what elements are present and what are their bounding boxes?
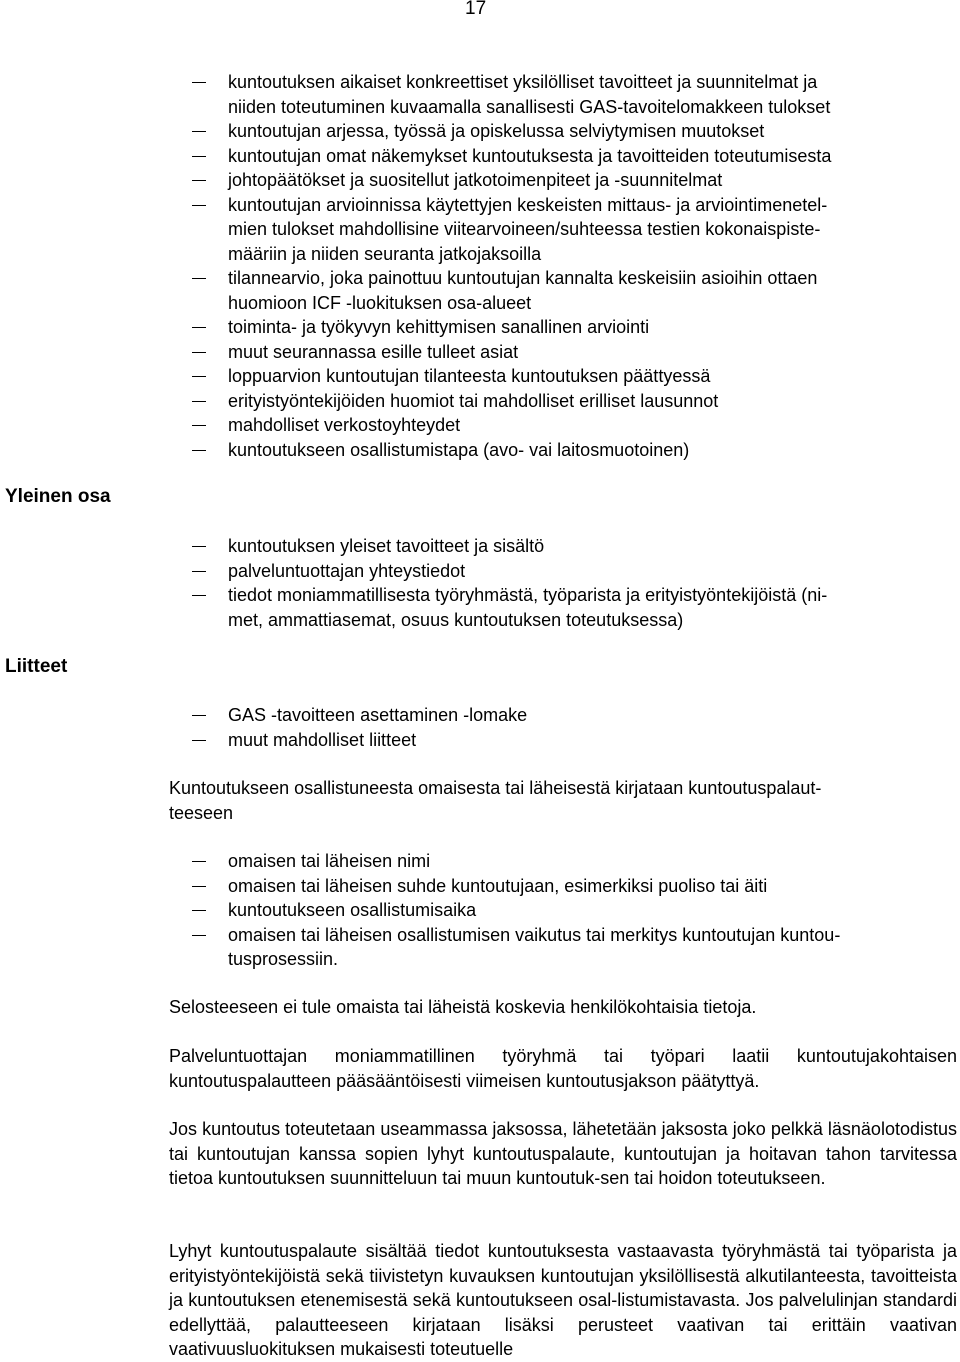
dash-bullet-icon bbox=[192, 910, 206, 911]
dash-bullet-icon bbox=[192, 886, 206, 887]
dash-bullet-icon bbox=[192, 740, 206, 741]
list-item-line: kuntoutukseen osallistumisaika bbox=[228, 900, 477, 920]
list-item bbox=[192, 583, 960, 632]
liitteet-list bbox=[192, 703, 960, 752]
list-item-line: muut mahdolliset liitteet bbox=[228, 729, 417, 750]
list-item bbox=[192, 364, 960, 389]
dash-bullet-icon bbox=[192, 715, 206, 716]
dash-bullet-icon bbox=[192, 352, 206, 353]
list-item-line: kuntoutujan arvioinnissa käytettyjen keskeisten mittaus- ja arviointimenetel- bbox=[228, 194, 828, 215]
list-item bbox=[192, 266, 960, 315]
yleinen-osa-list bbox=[192, 534, 960, 632]
list-item-line: omaisen tai läheisen nimi bbox=[228, 851, 431, 871]
list-item-line: GAS -tavoitteen asettaminen -lomake bbox=[228, 705, 528, 725]
list-item bbox=[192, 438, 960, 463]
list-item bbox=[192, 898, 960, 923]
list-item-line: kuntoutujan omat näkemykset kuntoutuksesta ja tavoitteiden toteutumisesta bbox=[228, 145, 832, 166]
dash-bullet-icon bbox=[192, 82, 206, 83]
list-item-line: huomioon ICF -luokituksen osa-alueet bbox=[228, 292, 532, 313]
dash-bullet-icon bbox=[192, 401, 206, 402]
list-item bbox=[192, 849, 960, 874]
list-item-line: tiedot moniammatillisesta työryhmästä, työparista ja erityistyöntekijöistä (ni- bbox=[228, 585, 828, 605]
list-item bbox=[192, 119, 960, 144]
list-item bbox=[192, 559, 960, 584]
list-item-line: met, ammattiasemat, osuus kuntoutuksen toteutuksessa) bbox=[228, 609, 684, 630]
list-item bbox=[192, 874, 960, 899]
dash-bullet-icon bbox=[192, 425, 206, 426]
list-item-line: mien tulokset mahdollisine viitearvoineen/suhteessa testien kokonaispiste- bbox=[228, 219, 821, 239]
list-item-line: tilannearvio, joka painottuu kuntoutujan kannalta keskeisiin asioihin ottaen bbox=[228, 268, 818, 288]
paragraph-2: Palveluntuottajan moniammatillinen työryhmä tai työpari laatii kuntoutujakohtaisen kuntoutuspalautteen pääsääntöisesti viimeisen kuntoutusjakson päätyttyä. bbox=[169, 1046, 957, 1091]
section-heading-liitteet: Liitteet bbox=[5, 656, 68, 677]
list-item-line: erityistyöntekijöiden huomiot tai mahdolliset erilliset lausunnot bbox=[228, 390, 719, 411]
paragraph-1: Selosteeseen ei tule omaista tai läheistä koskevia henkilökohtaisia tietoja. bbox=[169, 997, 757, 1017]
list-item-line: palveluntuottajan yhteystiedot bbox=[228, 560, 466, 581]
list-item-line: kuntoutukseen osallistumistapa (avo- vai laitosmuotoinen) bbox=[228, 439, 690, 460]
dash-bullet-icon bbox=[192, 935, 206, 936]
dash-bullet-icon bbox=[192, 278, 206, 279]
omainen-list bbox=[192, 849, 960, 972]
paragraph-3: Jos kuntoutus toteutetaan useammassa jaksossa, lähetetään jaksosta joko pelkkä läsnäolotodistus tai kuntoutujan kanssa sopien lyhyt kuntoutuspalaute, kuntoutujan ja hoitavan tahon tarvitessa tietoa kuntoutuksen suunnitteluun tai muun kuntoutuk-sen tai hoidon toteutukseen. bbox=[169, 1119, 957, 1188]
list-item-line: johtopäätökset ja suositellut jatkotoimenpiteet ja -suunnitelmat bbox=[228, 170, 723, 190]
list-item bbox=[192, 168, 960, 193]
dash-bullet-icon bbox=[192, 595, 206, 596]
list-item-line: loppuarvion kuntoutujan tilanteesta kuntoutuksen päättyessä bbox=[228, 366, 711, 386]
list-item bbox=[192, 315, 960, 340]
list-item-line: kuntoutujan arjessa, työssä ja opiskelussa selviytymisen muutokset bbox=[228, 121, 765, 141]
list-item-line: määriin ja niiden seuranta jatkojaksoilla bbox=[228, 243, 542, 264]
dash-bullet-icon bbox=[192, 546, 206, 547]
list-item bbox=[192, 728, 960, 753]
list-item bbox=[192, 70, 960, 119]
omainen-intro: Kuntoutukseen osallistuneesta omaisesta tai läheisestä kirjataan kuntoutuspalaut- teeseen bbox=[169, 778, 822, 823]
section-heading-yleinen-osa: Yleinen osa bbox=[5, 486, 111, 507]
list-item-line: omaisen tai läheisen osallistumisen vaikutus tai merkitys kuntoutujan kuntou- bbox=[228, 924, 841, 945]
list-item bbox=[192, 193, 960, 267]
dash-bullet-icon bbox=[192, 180, 206, 181]
page-number: 17 bbox=[465, 0, 487, 19]
list-item-line: niiden toteutuminen kuvaamalla sanallisesti GAS-tavoitelomakkeen tulokset bbox=[228, 96, 831, 117]
list-item bbox=[192, 144, 960, 169]
list-item bbox=[192, 534, 960, 559]
dash-bullet-icon bbox=[192, 450, 206, 451]
list-item bbox=[192, 923, 960, 972]
list-item-line: toiminta- ja työkyvyn kehittymisen sanallinen arviointi bbox=[228, 317, 650, 337]
report-contents-list bbox=[192, 70, 960, 462]
list-item bbox=[192, 413, 960, 438]
list-item bbox=[192, 340, 960, 365]
dash-bullet-icon bbox=[192, 571, 206, 572]
dash-bullet-icon bbox=[192, 376, 206, 377]
paragraph-4: Lyhyt kuntoutuspalaute sisältää tiedot kuntoutuksesta vastaavasta työryhmästä tai työparista ja erityistyöntekijöistä sekä tiivistetyn kuvauksen kuntoutujan yksilöllisestä alkutilanteesta, tavoitteista ja kuntoutuksen etenemisestä sekä kuntoutukseen osal-listumistavasta. Jos palvelulinjan standardi edellyttää, palautteeseen kirjataan lisäksi perusteet vaativan tai erittäin vaativan vaativuusluokituksen mukaisesti toteutuelle bbox=[169, 1241, 957, 1359]
list-item bbox=[192, 703, 960, 728]
list-item-line: muut seurannassa esille tulleet asiat bbox=[228, 341, 519, 362]
dash-bullet-icon bbox=[192, 205, 206, 206]
dash-bullet-icon bbox=[192, 327, 206, 328]
list-item-line: mahdolliset verkostoyhteydet bbox=[228, 415, 461, 435]
list-item bbox=[192, 389, 960, 414]
list-item-line: tusprosessiin. bbox=[228, 949, 339, 969]
list-item-line: omaisen tai läheisen suhde kuntoutujaan, esimerkiksi puoliso tai äiti bbox=[228, 875, 768, 896]
dash-bullet-icon bbox=[192, 156, 206, 157]
dash-bullet-icon bbox=[192, 861, 206, 862]
dash-bullet-icon bbox=[192, 131, 206, 132]
list-item-line: kuntoutuksen yleiset tavoitteet ja sisältö bbox=[228, 536, 545, 556]
list-item-line: kuntoutuksen aikaiset konkreettiset yksilölliset tavoitteet ja suunnitelmat ja bbox=[228, 72, 818, 92]
